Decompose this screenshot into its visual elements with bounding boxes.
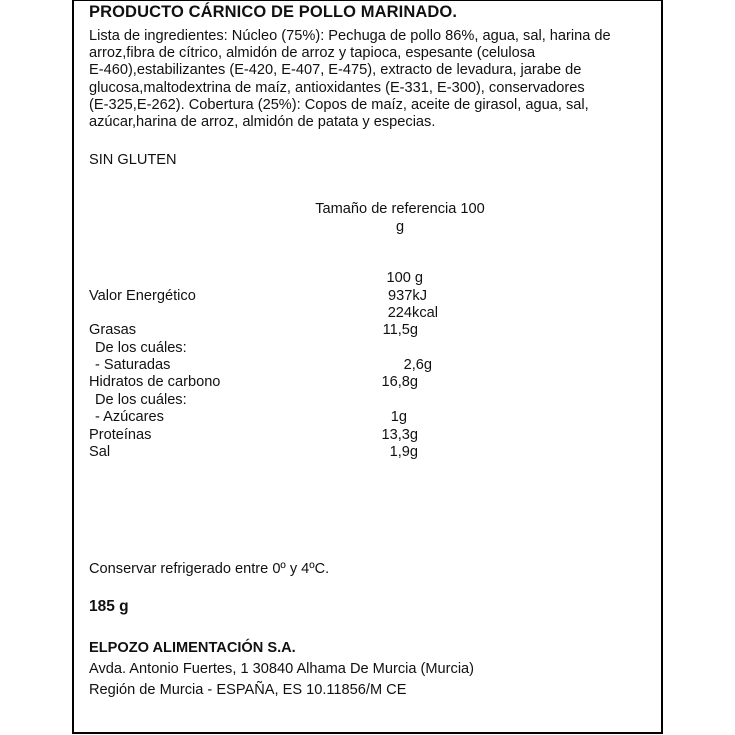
nutrient-value-sugars: 1g (390, 409, 407, 425)
storage-instructions: Conservar refrigerado entre 0º y 4ºC. (89, 561, 330, 577)
nutrient-sub-header: De los cuáles: (95, 340, 187, 356)
company-address: Avda. Antonio Fuertes, 1 30840 Alhama De Murcia (Murcia) (89, 661, 475, 677)
column-header: 100 g (386, 270, 423, 286)
company-region: Región de Murcia - ESPAÑA, ES 10.11856/M CE (89, 682, 407, 698)
ingredients-line: E-460),estabilizantes (E-420, E-407, E-475), extracto de levadura, jarabe de (89, 62, 582, 78)
nutrient-value-carbs: 16,8g (381, 374, 418, 390)
nutrient-sub-header: De los cuáles: (95, 392, 187, 408)
top-border (74, 0, 661, 1)
nutrient-label-sugars: - Azúcares (95, 409, 164, 425)
nutrient-value-protein: 13,3g (381, 427, 418, 443)
nutrient-value-fat: 11,5g (382, 322, 418, 338)
nutrient-label-energy: Valor Energético (89, 288, 196, 304)
nutrient-label-salt: Sal (89, 444, 111, 460)
nutrient-label-saturated: - Saturadas (95, 357, 171, 373)
nutrient-value-energy-kj: 937kJ (388, 288, 427, 304)
nutrient-value-salt: 1,9g (389, 444, 418, 460)
ingredients-line: arroz,fibra de cítrico, almidón de arroz y tapioca, espesante (celulosa (89, 45, 536, 61)
ingredients-line: azúcar,harina de arroz, almidón de patata y especias. (89, 114, 436, 130)
nutrient-label-fat: Grasas (89, 322, 137, 338)
ingredients-line: glucosa,maltodextrina de maíz, antioxidantes (E-331, E-300), conservadores (89, 80, 585, 96)
nutrient-label-protein: Proteínas (89, 427, 152, 443)
product-title: PRODUCTO CÁRNICO DE POLLO MARINADO. (89, 3, 458, 21)
nutrient-value-energy-kcal: 224kcal (387, 305, 438, 321)
nutrient-label-carbs: Hidratos de carbono (89, 374, 221, 390)
net-weight: 185 g (89, 598, 129, 615)
reference-size: Tamaño de referencia 100 (315, 201, 485, 217)
ingredients-line: (E-325,E-262). Cobertura (25%): Copos de maíz, aceite de girasol, agua, sal, (89, 97, 589, 113)
nutrient-value-saturated: 2,6g (403, 357, 432, 373)
reference-size-unit: g (395, 219, 405, 235)
gluten-free-claim: SIN GLUTEN (89, 152, 177, 168)
ingredients-line: Lista de ingredientes: Núcleo (75%): Pechuga de pollo 86%, agua, sal, harina de (89, 28, 611, 44)
company-name: ELPOZO ALIMENTACIÓN S.A. (89, 640, 296, 656)
